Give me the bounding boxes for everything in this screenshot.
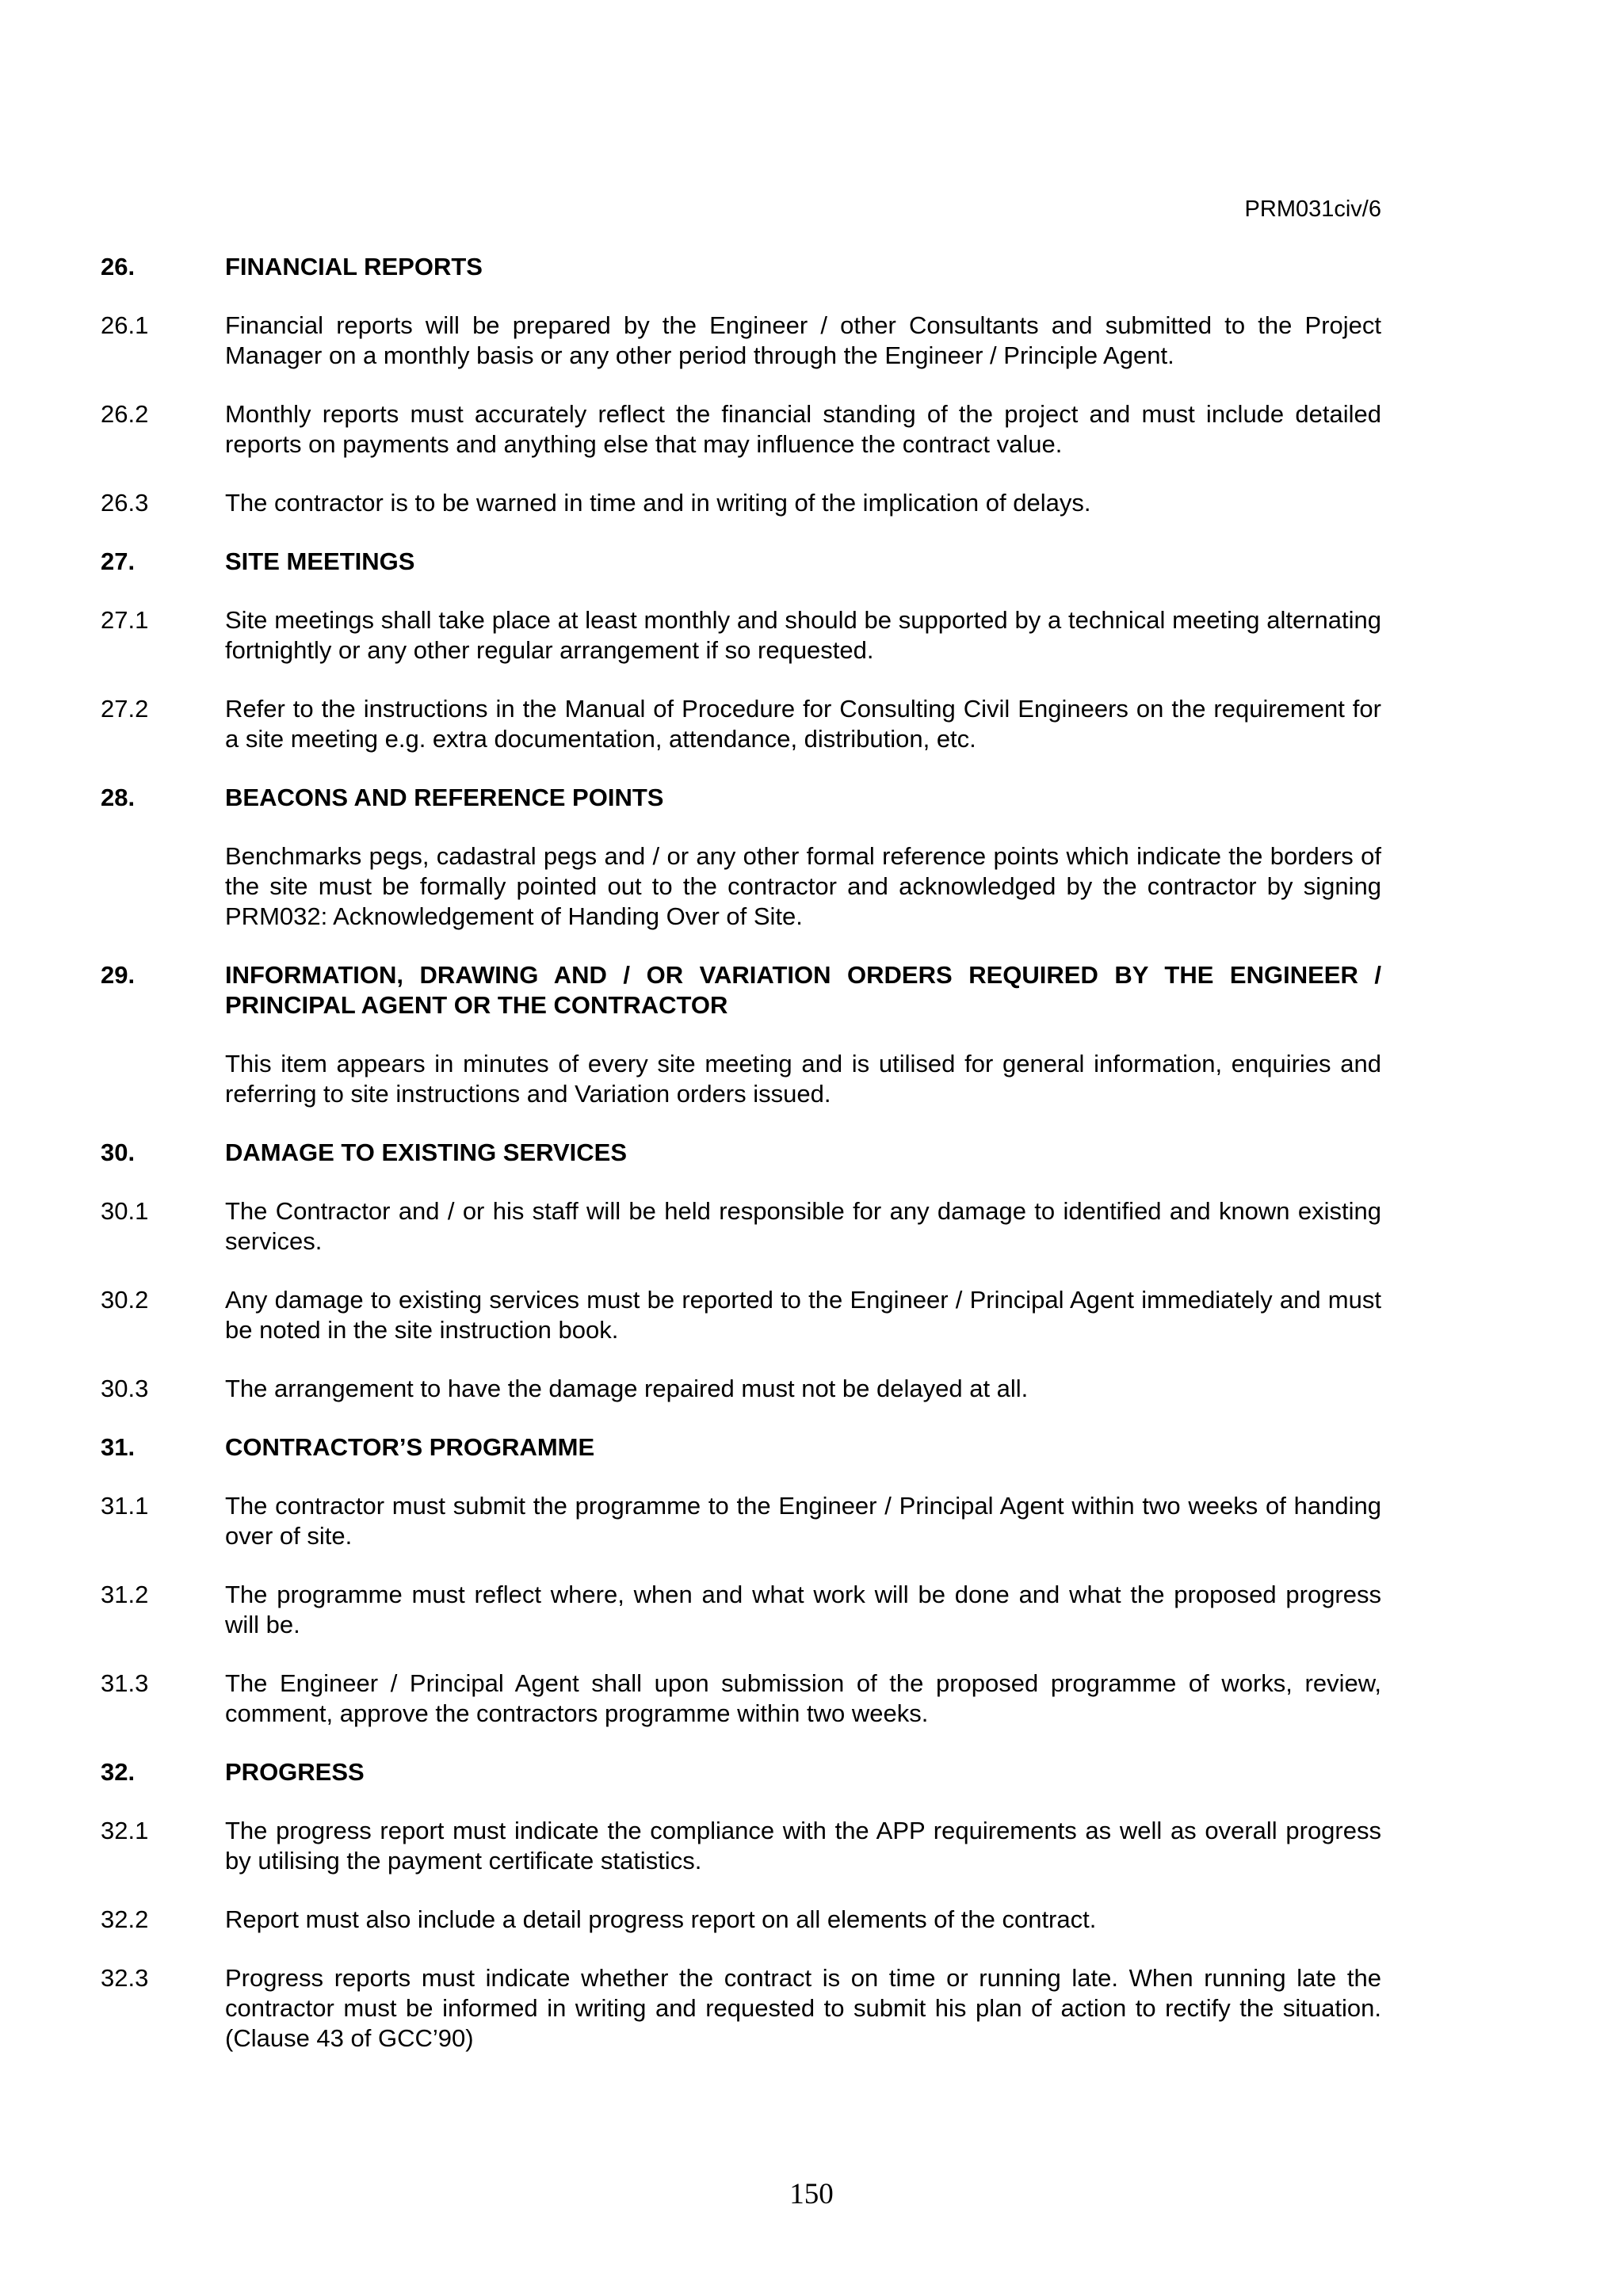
section-title: FINANCIAL REPORTS [225,253,483,280]
clause-number: 31.1 [101,1492,149,1520]
clause-text: Financial reports will be prepared by the Engineer / other Consultants and submitted to the Project Manager on a monthly basis or any other period through the Engineer / Principle Agent. [225,311,1381,369]
clause-32-1 [101,1816,1381,1876]
section-number: 27. [101,547,136,575]
section-number: 31. [101,1433,136,1461]
clause-text: Progress reports must indicate whether the contract is on time or running late. When running late the contractor must be informed in writing and requested to submit his plan of action to rectify the situation. (Clause 43 of GCC’90) [225,1964,1381,2052]
section-title: PROGRESS [225,1758,365,1786]
clause-number: 26.3 [101,489,149,517]
section-number: 26. [101,253,136,280]
section-number: 28. [101,784,136,811]
document-reference: PRM031civ/6 [1244,196,1381,222]
section-heading-27 [101,547,1381,577]
clause-text: Refer to the instructions in the Manual of Procedure for Consulting Civil Engineers on the requirement for a site meeting e.g. extra documentation, attendance, distribution, etc. [225,695,1381,753]
section-heading-26 [101,252,1381,282]
section-title: INFORMATION, DRAWING AND / OR VARIATION ORDERS REQUIRED BY THE ENGINEER / PRINCIPAL AGENT OR THE CONTRACTOR [225,961,1381,1019]
clause-text: The contractor must submit the programme to the Engineer / Principal Agent within two weeks of handing over of site. [225,1492,1381,1550]
clause-number: 31.3 [101,1669,149,1697]
clause-26-3 [101,488,1381,518]
clause-text: The arrangement to have the damage repaired must not be delayed at all. [225,1375,1029,1402]
clause-text: The progress report must indicate the compliance with the APP requirements as well as overall progress by utilising the payment certificate statistics. [225,1817,1381,1875]
clause-text: Benchmarks pegs, cadastral pegs and / or any other formal reference points which indicate the borders of the site must be formally pointed out to the contractor and acknowledged by the contractor by signing PRM032: Acknowledgement of Handing Over of Site. [225,842,1381,930]
clause-32-2 [101,1905,1381,1935]
section-title: BEACONS AND REFERENCE POINTS [225,784,664,811]
clause-text: Report must also include a detail progress report on all elements of the contract. [225,1905,1097,1933]
clause-number: 30.3 [101,1375,149,1402]
clause-27-1 [101,605,1381,666]
clause-number: 31.2 [101,1581,149,1608]
clause-number: 32.2 [101,1905,149,1933]
clause-32-3 [101,1963,1381,2054]
clause-31-1 [101,1491,1381,1551]
clause-number: 26.2 [101,400,149,428]
clause-text: The Engineer / Principal Agent shall upon submission of the proposed programme of works, review, comment, approve the contractors programme within two weeks. [225,1669,1381,1727]
clause-30-1 [101,1196,1381,1257]
page-number: 150 [789,2178,834,2210]
clause-26-2 [101,399,1381,460]
clause-text: The contractor is to be warned in time and in writing of the implication of delays. [225,489,1091,517]
clause-text: Site meetings shall take place at least monthly and should be supported by a technical meeting alternating fortnightly or any other regular arrangement if so requested. [225,606,1381,664]
clause-26-1 [101,311,1381,371]
section-heading-30 [101,1138,1381,1168]
clause-31-2 [101,1580,1381,1640]
clause-text: Any damage to existing services must be reported to the Engineer / Principal Agent immediately and must be noted in the site instruction book. [225,1286,1381,1344]
clause-text: This item appears in minutes of every site meeting and is utilised for general information, enquiries and referring to site instructions and Variation orders issued. [225,1050,1381,1108]
clause-31-3 [101,1669,1381,1729]
clause-text: The Contractor and / or his staff will be held responsible for any damage to identified and known existing services. [225,1197,1381,1255]
clause-27-2 [101,694,1381,754]
clause-number [101,1049,225,1109]
clause-number: 26.1 [101,311,149,339]
clause-number: 32.3 [101,1964,149,1992]
clause-number: 32.1 [101,1817,149,1844]
clause-number: 30.1 [101,1197,149,1225]
clause-number: 27.2 [101,695,149,723]
clause-number: 30.2 [101,1286,149,1314]
clause-number [101,841,225,932]
section-heading-32 [101,1757,1381,1787]
document-body [101,252,1381,2082]
section-heading-28 [101,783,1381,813]
clause-30-3 [101,1374,1381,1404]
clause-text: Monthly reports must accurately reflect the financial standing of the project and must include detailed reports on payments and anything else that may influence the contract value. [225,400,1381,458]
clause-text: The programme must reflect where, when and what work will be done and what the proposed progress will be. [225,1581,1381,1638]
section-title: SITE MEETINGS [225,547,415,575]
section-number: 32. [101,1758,136,1786]
clause-29-body [101,1049,1381,1109]
section-title: DAMAGE TO EXISTING SERVICES [225,1138,628,1166]
clause-30-2 [101,1285,1381,1345]
section-title: CONTRACTOR’S PROGRAMME [225,1433,595,1461]
section-number: 30. [101,1138,136,1166]
section-number: 29. [101,961,136,989]
clause-number: 27.1 [101,606,149,634]
section-heading-31 [101,1432,1381,1463]
clause-28-body [101,841,1381,932]
section-heading-29 [101,960,1381,1020]
